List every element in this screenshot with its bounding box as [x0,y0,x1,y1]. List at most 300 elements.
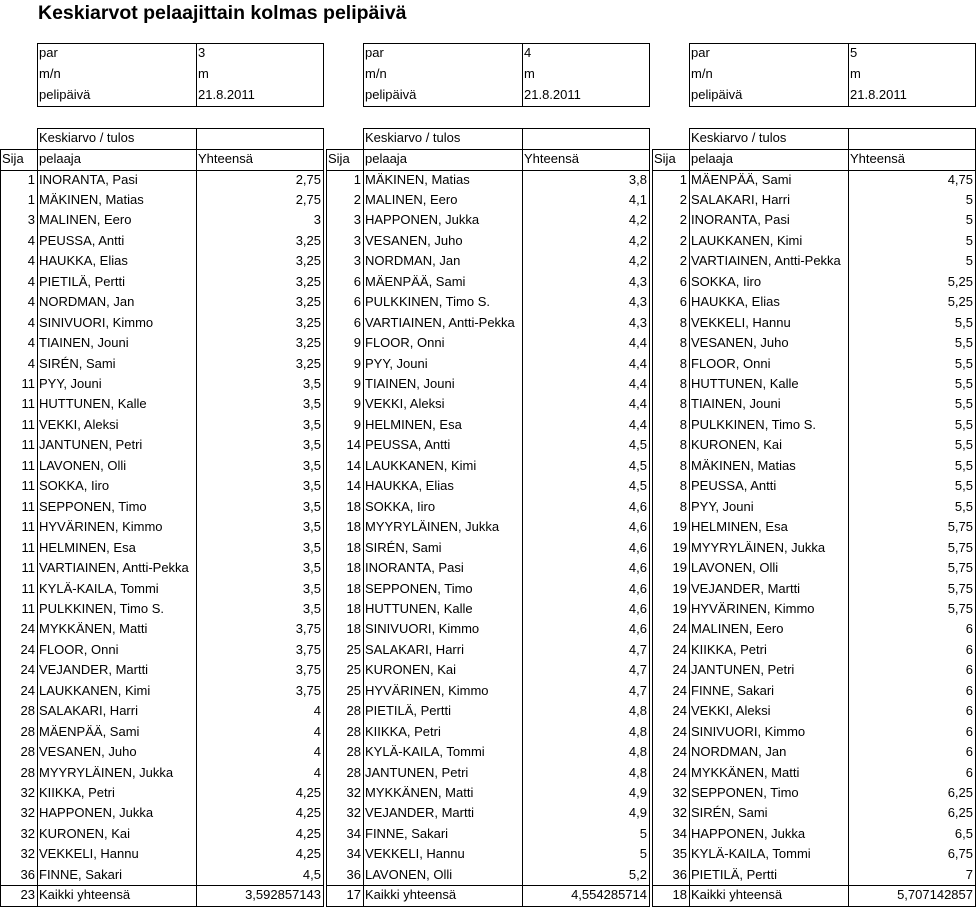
rank-cell: 28 [20,744,35,760]
total-cell: 5,75 [947,600,973,616]
total-cell: 3,75 [295,662,321,678]
col-header-total: Yhteensä [198,151,253,166]
player-name-cell: SEPPONEN, Timo [365,580,473,596]
table-border-left [326,149,327,906]
player-name-cell: SALAKARI, Harri [39,703,138,719]
player-name-cell: MALINEN, Eero [39,212,132,228]
header-key: pelipäivä [39,87,91,102]
total-row-label: Kaikki yhteensä [365,887,457,903]
total-cell: 5,75 [947,539,973,555]
col-header-player: pelaaja [365,151,407,166]
rank-cell: 4 [27,232,35,248]
header-border-top [37,43,323,44]
player-name-cell: FLOOR, Onni [39,641,119,657]
header-border-right [649,43,650,107]
player-name-cell: MYKKÄNEN, Matti [365,785,474,800]
total-cell: 6 [965,703,973,719]
rank-cell: 4 [27,273,35,289]
rank-cell: 32 [672,805,687,821]
header-key: pelipäivä [365,87,417,102]
total-cell: 4,3 [628,314,647,330]
col-header-player: pelaaja [691,151,733,166]
rank-cell: 8 [679,396,687,412]
rank-cell: 8 [679,478,687,494]
header-value: 21.8.2011 [524,87,581,102]
total-cell: 5,25 [947,294,973,310]
rank-cell: 6 [353,314,361,330]
total-cell: 3,8 [628,171,647,187]
label-border-top [689,128,975,129]
total-cell: 4,4 [628,355,647,371]
player-name-cell: NORDMAN, Jan [691,744,787,760]
player-name-cell: KURONEN, Kai [691,437,783,453]
header-divider [196,43,197,106]
header-border-left [37,43,38,106]
total-cell: 4 [313,744,321,760]
rank-cell: 19 [672,580,687,596]
rank-cell: 36 [672,866,687,882]
total-cell: 6 [965,641,973,657]
total-row-value: 4,554285714 [571,887,647,903]
total-cell: 5 [965,212,973,228]
rank-cell: 19 [672,519,687,535]
rank-cell: 28 [346,723,361,739]
player-name-cell: VESANEN, Juho [39,744,137,760]
total-cell: 4,3 [628,294,647,310]
player-name-cell: PIETILÄ, Pertti [365,703,451,719]
table-border-left [652,149,653,906]
player-name-cell: HAUKKA, Elias [39,253,128,269]
player-name-cell: HAPPONEN, Jukka [691,825,806,841]
rank-cell: 32 [20,846,35,862]
player-name-cell: MÄENPÄÄ, Sami [39,723,140,739]
column-divider-2 [522,149,523,906]
player-name-cell: PULKKINEN, Timo S. [691,416,816,432]
rank-cell: 4 [27,294,35,310]
total-cell: 5,75 [947,560,973,576]
rank-cell: 24 [672,641,687,657]
player-name-cell: PIETILÄ, Pertti [691,866,777,882]
rank-cell: 8 [679,335,687,351]
header-divider [522,43,523,106]
rank-cell: 11 [21,600,35,616]
col-header-player: pelaaja [39,151,81,166]
total-cell: 3,25 [295,232,321,248]
total-cell: 3,75 [295,641,321,657]
rank-cell: 11 [21,396,35,412]
total-cell: 4,8 [628,723,647,739]
player-name-cell: INORANTA, Pasi [39,171,138,187]
total-cell: 6 [965,621,973,637]
rank-cell: 4 [27,314,35,330]
rank-cell: 2 [679,232,687,248]
rank-cell: 24 [672,764,687,780]
player-name-cell: HYVÄRINEN, Kimmo [365,682,489,698]
rank-cell: 14 [346,478,361,494]
colheader-border-top [326,149,649,150]
label-border-top [363,128,649,129]
header-divider [848,43,849,106]
total-cell: 5,75 [947,519,973,535]
total-cell: 7 [965,866,973,882]
total-cell: 3,25 [295,294,321,310]
player-name-cell: HELMINEN, Esa [39,539,136,555]
rank-cell: 28 [20,703,35,719]
rank-cell: 25 [346,662,361,678]
total-cell: 5 [965,232,973,248]
total-cell: 5,5 [954,396,973,412]
label-border-left [37,128,38,149]
table-border-left [0,149,1,906]
rank-cell: 28 [346,764,361,780]
player-name-cell: MYKKÄNEN, Matti [691,764,800,780]
rank-cell: 18 [346,600,361,616]
total-cell: 4 [313,723,321,739]
rank-cell: 6 [679,294,687,310]
rank-cell: 28 [346,744,361,760]
player-name-cell: VEJANDER, Martti [691,580,801,596]
player-name-cell: FLOOR, Onni [691,355,771,371]
player-name-cell: FLOOR, Onni [365,335,445,351]
rank-cell: 24 [672,703,687,719]
player-name-cell: SEPPONEN, Timo [691,785,799,800]
player-name-cell: KYLÄ-KAILA, Tommi [691,846,811,862]
header-border-top [363,43,649,44]
rank-cell: 11 [21,457,35,473]
player-name-cell: SINIVUORI, Kimmo [39,314,154,330]
col-header-total: Yhteensä [524,151,579,166]
player-name-cell: HAUKKA, Elias [365,478,454,494]
total-cell: 5 [639,846,647,862]
rank-cell: 1 [27,171,35,187]
header-border-left [689,43,690,106]
total-cell: 3,5 [302,498,321,514]
rank-cell: 32 [20,825,35,841]
rank-cell: 2 [679,212,687,228]
player-name-cell: NORDMAN, Jan [365,253,461,269]
total-cell: 3,5 [302,539,321,555]
player-name-cell: HELMINEN, Esa [365,416,462,432]
rank-cell: 24 [672,662,687,678]
rank-cell: 1 [679,171,687,187]
player-name-cell: VEKKI, Aleksi [691,703,771,719]
player-name-cell: MÄENPÄÄ, Sami [691,171,792,187]
player-name-cell: PEUSSA, Antti [365,437,451,453]
player-name-cell: HAPPONEN, Jukka [39,805,154,821]
rank-cell: 9 [353,416,361,432]
rank-cell: 19 [672,539,687,555]
total-cell: 4,9 [628,785,647,800]
total-cell: 3,5 [302,580,321,596]
player-name-cell: KYLÄ-KAILA, Tommi [365,744,485,760]
player-name-cell: LAUKKANEN, Kimi [39,682,151,698]
header-border-top [689,43,975,44]
header-value: m [850,66,861,81]
rank-cell: 28 [346,703,361,719]
rank-cell: 6 [679,273,687,289]
header-value: m [198,66,209,81]
total-cell: 3,25 [295,355,321,371]
page-title: Keskiarvot pelaajittain kolmas pelipäivä [38,2,407,24]
total-cell: 3,25 [295,253,321,269]
player-name-cell: HAPPONEN, Jukka [365,212,480,228]
total-border-top [0,885,323,886]
player-name-cell: VEKKELI, Hannu [691,314,791,330]
rank-cell: 19 [672,600,687,616]
header-value: 4 [524,45,532,60]
total-cell: 5,5 [954,457,973,473]
player-name-cell: MALINEN, Eero [365,191,458,207]
rank-cell: 11 [21,580,35,596]
rank-cell: 28 [20,764,35,780]
rank-cell: 32 [346,785,361,800]
total-border-top [326,885,649,886]
total-cell: 6,75 [947,846,973,862]
total-cell: 4,75 [947,171,973,187]
data-border-top [326,170,649,171]
rank-cell: 3 [27,212,35,228]
rank-cell: 35 [672,846,687,862]
rank-cell: 9 [353,355,361,371]
header-border-left [363,43,364,106]
total-cell: 4,25 [295,785,321,800]
player-name-cell: TIAINEN, Jouni [365,376,455,391]
rank-cell: 8 [679,437,687,453]
player-name-cell: SEPPONEN, Timo [39,498,147,514]
table-border-right [323,149,324,907]
rank-cell: 18 [346,539,361,555]
player-name-cell: MYKKÄNEN, Matti [39,621,148,637]
rank-cell: 8 [679,498,687,514]
player-name-cell: JANTUNEN, Petri [39,437,143,453]
total-row-rank: 23 [20,887,35,903]
player-name-cell: LAVONEN, Olli [39,457,127,473]
header-value: 21.8.2011 [850,87,907,102]
rank-cell: 11 [21,498,35,514]
label-border-left [689,128,690,149]
total-cell: 4,4 [628,396,647,412]
header-value: 21.8.2011 [198,87,255,102]
total-cell: 3,5 [302,457,321,473]
rank-cell: 9 [353,396,361,412]
player-name-cell: NORDMAN, Jan [39,294,135,310]
player-name-cell: MÄKINEN, Matias [365,171,470,187]
player-name-cell: SINIVUORI, Kimmo [365,621,480,637]
player-name-cell: VEKKELI, Hannu [39,846,139,862]
total-cell: 4,4 [628,416,647,432]
player-name-cell: MÄENPÄÄ, Sami [365,273,466,289]
total-cell: 4,8 [628,703,647,719]
total-cell: 4,3 [628,273,647,289]
table-border-right [649,149,650,907]
rank-cell: 9 [353,376,361,391]
total-cell: 5,25 [947,273,973,289]
player-name-cell: PEUSSA, Antti [39,232,125,248]
rank-cell: 24 [672,621,687,637]
rank-cell: 14 [346,457,361,473]
rank-cell: 24 [672,682,687,698]
player-name-cell: JANTUNEN, Petri [691,662,795,678]
player-name-cell: LAVONEN, Olli [691,560,779,576]
column-divider-1 [689,149,690,906]
rank-cell: 34 [346,825,361,841]
player-name-cell: KYLÄ-KAILA, Tommi [39,580,159,596]
total-cell: 5,5 [954,416,973,432]
total-cell: 5,5 [954,314,973,330]
total-cell: 4,6 [628,621,647,637]
rank-cell: 34 [346,846,361,862]
header-key: par [39,45,58,60]
label-border-top [37,128,323,129]
col-header-total: Yhteensä [850,151,905,166]
player-name-cell: PIETILÄ, Pertti [39,273,125,289]
player-name-cell: FINNE, Sakari [691,682,775,698]
player-name-cell: SIRÉN, Sami [691,805,768,821]
player-name-cell: SOKKA, Iiro [691,273,762,289]
player-name-cell: KIIKKA, Petri [39,785,115,800]
total-cell: 5,2 [628,866,647,882]
total-cell: 4,6 [628,560,647,576]
rank-cell: 3 [353,232,361,248]
player-name-cell: MYYRYLÄINEN, Jukka [365,519,500,535]
col-header-rank: Sija [654,151,676,166]
total-cell: 4,25 [295,825,321,841]
total-cell: 5,75 [947,580,973,596]
rank-cell: 2 [353,191,361,207]
player-name-cell: HUTTUNEN, Kalle [691,376,799,391]
rank-cell: 19 [672,560,687,576]
player-name-cell: TIAINEN, Jouni [691,396,781,412]
total-cell: 5,5 [954,498,973,514]
rank-cell: 32 [20,805,35,821]
column-divider-1 [363,149,364,906]
total-cell: 6 [965,744,973,760]
rank-cell: 11 [21,519,35,535]
total-cell: 4,6 [628,539,647,555]
column-divider-1 [37,149,38,906]
player-name-cell: PEUSSA, Antti [691,478,777,494]
header-key: m/n [39,66,61,81]
player-name-cell: HUTTUNEN, Kalle [39,396,147,412]
total-cell: 3,5 [302,560,321,576]
player-name-cell: FINNE, Sakari [39,866,123,882]
total-cell: 3,5 [302,396,321,412]
player-name-cell: KIIKKA, Petri [691,641,767,657]
rank-cell: 32 [672,785,687,800]
header-border-bottom [689,106,975,107]
player-name-cell: PYY, Jouni [39,376,102,391]
rank-cell: 4 [27,335,35,351]
player-name-cell: HELMINEN, Esa [691,519,788,535]
table-border-bottom [326,906,650,907]
player-name-cell: VEJANDER, Martti [39,662,149,678]
total-row-label: Kaikki yhteensä [39,887,131,903]
rank-cell: 4 [27,355,35,371]
rank-cell: 24 [672,744,687,760]
total-cell: 5 [965,191,973,207]
player-name-cell: VESANEN, Juho [365,232,463,248]
total-cell: 6,5 [954,825,973,841]
rank-cell: 18 [346,580,361,596]
player-name-cell: MÄKINEN, Matias [39,191,144,207]
total-cell: 4,2 [628,232,647,248]
rank-cell: 2 [679,191,687,207]
rank-cell: 32 [346,805,361,821]
total-cell: 6 [965,662,973,678]
total-row-value: 5,707142857 [897,887,973,903]
total-cell: 4,4 [628,335,647,351]
total-cell: 3,5 [302,416,321,432]
column-divider-2 [196,149,197,906]
rank-cell: 24 [20,662,35,678]
player-name-cell: LAUKKANEN, Kimi [365,457,477,473]
total-cell: 4,2 [628,253,647,269]
total-row-value: 3,592857143 [245,887,321,903]
total-cell: 4,7 [628,682,647,698]
rank-cell: 36 [346,866,361,882]
total-cell: 4,5 [628,437,647,453]
player-name-cell: HUTTUNEN, Kalle [365,600,473,616]
column-divider-2 [848,149,849,906]
total-cell: 2,75 [295,191,321,207]
player-name-cell: SIRÉN, Sami [365,539,442,555]
header-value: m [524,66,535,81]
label-divider [848,128,849,149]
rank-cell: 18 [346,560,361,576]
total-cell: 5,5 [954,376,973,391]
total-cell: 4,6 [628,600,647,616]
header-value: 5 [850,45,858,60]
rank-cell: 11 [21,437,35,453]
total-row-rank: 17 [346,887,361,903]
section-label: Keskiarvo / tulos [365,130,461,145]
player-name-cell: FINNE, Sakari [365,825,449,841]
data-border-top [0,170,323,171]
rank-cell: 6 [353,273,361,289]
player-name-cell: HAUKKA, Elias [691,294,780,310]
header-key: m/n [691,66,713,81]
header-key: pelipäivä [691,87,743,102]
total-cell: 6,25 [947,805,973,821]
total-cell: 3,5 [302,437,321,453]
player-name-cell: KURONEN, Kai [39,825,131,841]
total-cell: 5,5 [954,355,973,371]
header-key: par [365,45,384,60]
rank-cell: 34 [672,825,687,841]
rank-cell: 25 [346,641,361,657]
total-row-label: Kaikki yhteensä [691,887,783,903]
label-border-right [323,128,324,149]
total-cell: 3,5 [302,600,321,616]
total-cell: 4,2 [628,212,647,228]
total-cell: 4,25 [295,846,321,862]
header-border-right [323,43,324,107]
total-cell: 5 [965,253,973,269]
rank-cell: 14 [346,437,361,453]
rank-cell: 3 [353,253,361,269]
table-border-bottom [0,906,324,907]
player-name-cell: SIRÉN, Sami [39,355,116,371]
table-border-bottom [652,906,976,907]
total-cell: 4,9 [628,805,647,821]
player-name-cell: PYY, Jouni [365,355,428,371]
player-name-cell: MYYRYLÄINEN, Jukka [39,764,174,780]
rank-cell: 1 [353,171,361,187]
player-name-cell: MÄKINEN, Matias [691,457,796,473]
section-label: Keskiarvo / tulos [39,130,135,145]
player-name-cell: SOKKA, Iiro [365,498,436,514]
rank-cell: 18 [346,519,361,535]
